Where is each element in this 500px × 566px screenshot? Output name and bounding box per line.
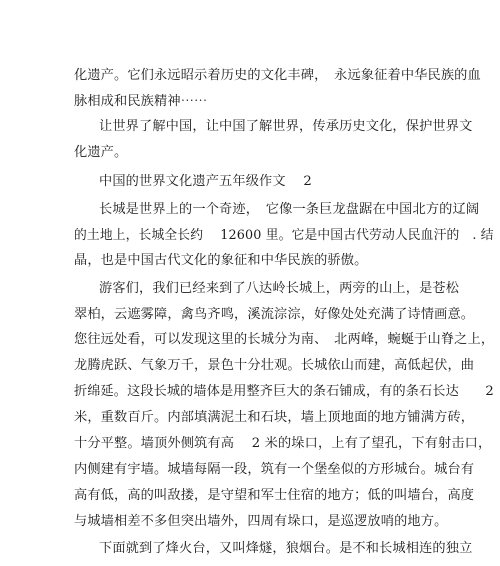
text-line: 龙腾虎跃、气象万千，景色十分壮观。长城依山而建，高低起伏，曲 <box>74 358 475 373</box>
section-heading: 中国的世界文化遗产五年级作文 2 <box>99 174 312 189</box>
text-line: 米，重数百斤。内部填满泥土和石块，墙上顶地面的地方铺满方砖， <box>74 410 475 425</box>
text-line: 十分平整。墙顶外侧筑有高 2 米的垛口，上有了望孔，下有射击口， <box>74 436 492 451</box>
text-line: 高有低，高的叫敌搂，是守望和军士住宿的地方；低的叫墙台，高度 <box>74 488 475 503</box>
text-line: 让世界了解中国，让中国了解世界，传承历史文化，保护世界文 <box>99 119 473 134</box>
text-line: 长城是世界上的一个奇迹， 它像一条巨龙盘踞在中国北方的辽阔 <box>99 202 480 217</box>
text-line: 脉相成和民族精神⋯⋯ <box>74 94 208 109</box>
text-line: 化遗产。它们永远昭示着历史的文化丰碑， 永远象征着中华民族的血 <box>74 68 481 83</box>
text-line: 内侧建有宇墙。城墙每隔一段，筑有一个堡垒似的方形城台。城台有 <box>74 462 475 477</box>
text-line: 与城墙相差不多但突出墙外，四周有垛口，是巡逻放哨的地方。 <box>74 514 448 529</box>
text-line: 下面就到了烽火台，又叫烽燧，狼烟台。是不和长城相连的独立 <box>99 541 473 556</box>
text-line: 晶，也是中国古代文化的象征和中华民族的骄傲。 <box>74 253 368 268</box>
text-line: 游客们，我们已经来到了八达岭长城上，两旁的山上，是苍松 <box>99 281 460 296</box>
text-line: 您往远处看，可以发现这里的长城分为南、 北两峰，蜿蜒于山脊之上， <box>74 332 495 347</box>
text-line: 折绵延。这段长城的墙体是用整齐巨大的条石铺成，有的条石长达 2 <box>74 384 494 399</box>
text-line: 的土地上，长城全长约 12600 里。它是中国古代劳动人民血汗的 . 结 <box>74 228 494 243</box>
text-line: 化遗产。 <box>74 145 128 160</box>
text-line: 翠柏，云遮雾障，禽鸟齐鸣，溪流淙淙，好像处处充满了诗情画意。 <box>74 307 475 322</box>
